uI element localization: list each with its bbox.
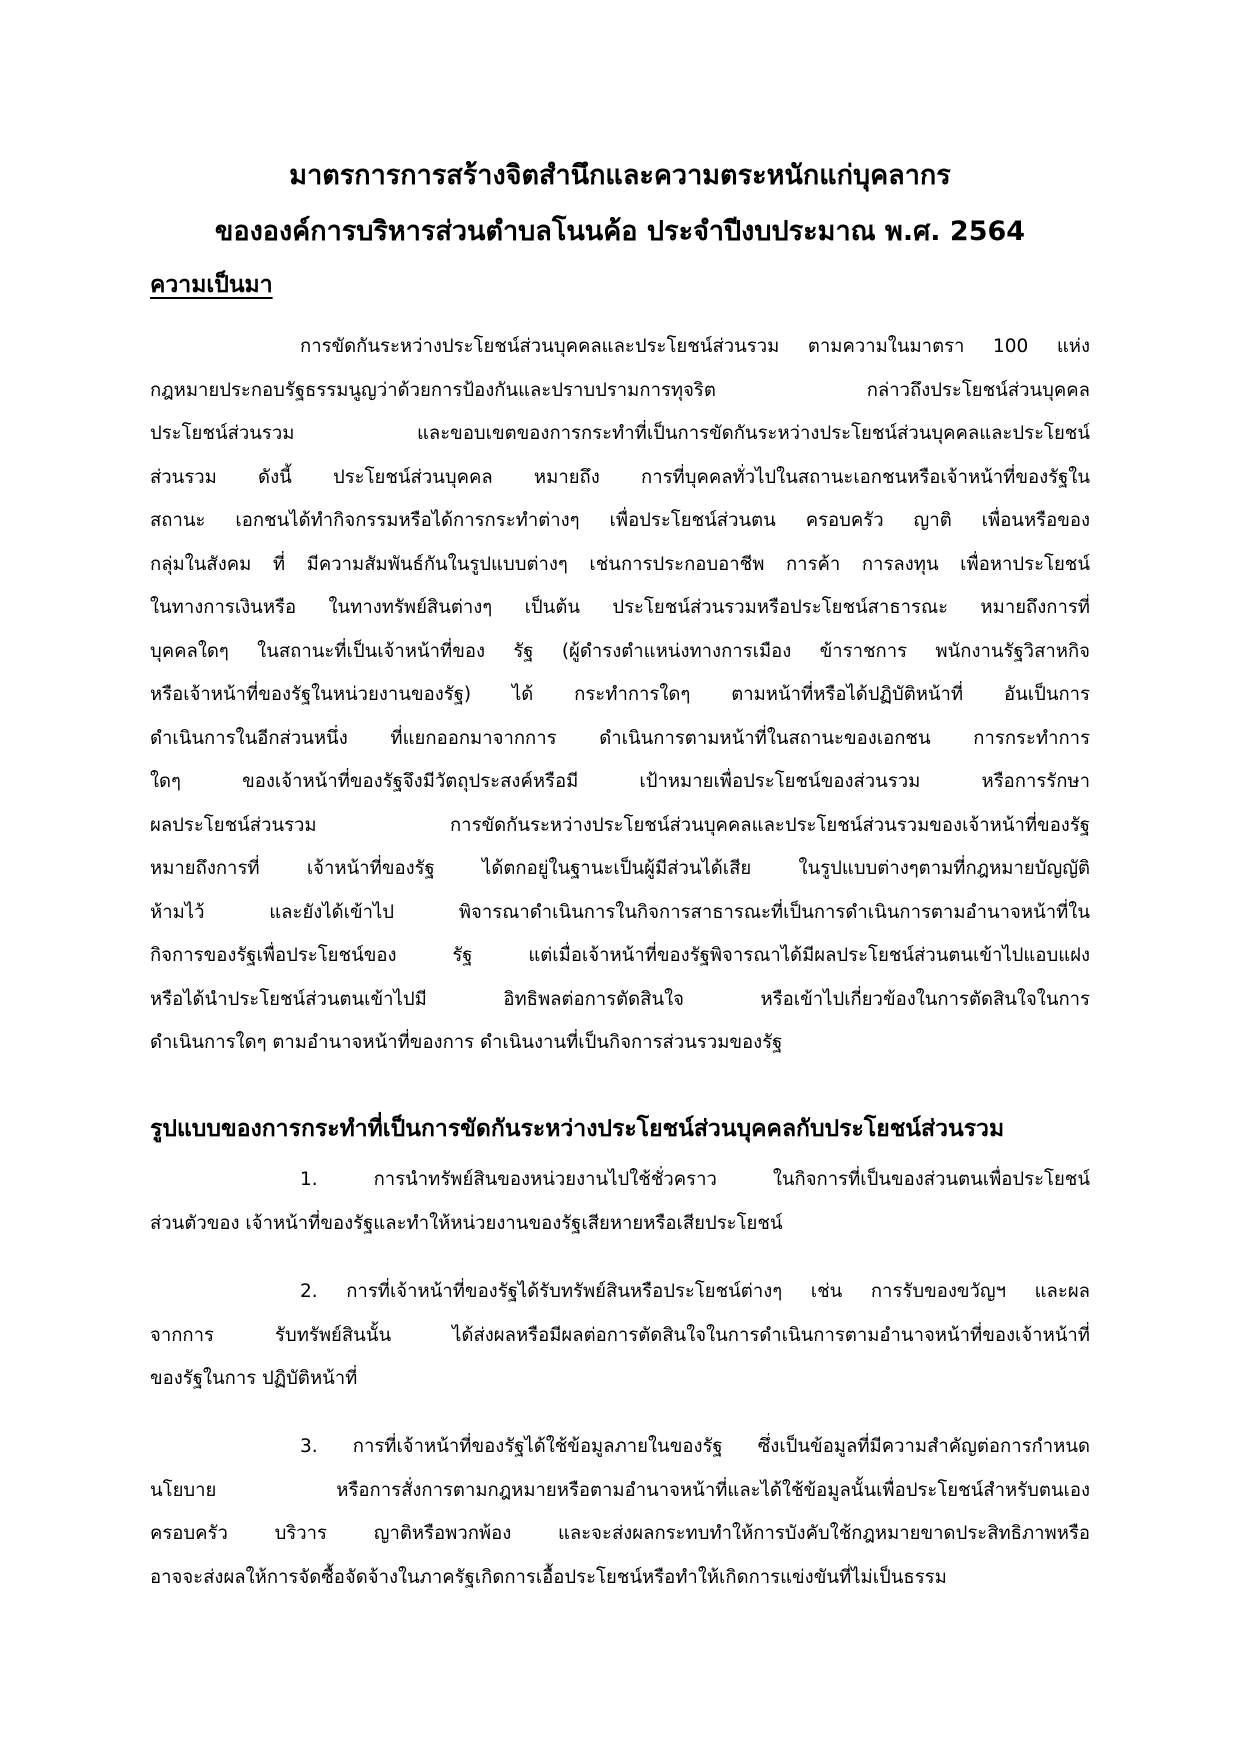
paragraph-line: หรือเจ้าหน้าที่ของรัฐในหน่วยงานของรัฐ) ได้ กระทำการใดๆ ตามหน้าที่หรือได้ปฏิบัติหน้าที่ อันเป็นการ [150, 684, 1090, 705]
paragraph-line: จากการ รับทรัพย์สินนั้น ได้ส่งผลหรือมีผลต่อการตัดสินใจในการดำเนินการตามอำนาจหน้าที่ของเจ้าหน้าที่ [150, 1324, 1090, 1346]
paragraph-line: กลุ่มในสังคม ที่ มีความสัมพันธ์กันในรูปแบบต่างๆ เช่นการประกอบอาชีพ การค้า การลงทุน เพื่อหาประโยชน์ [150, 553, 1090, 575]
paragraph-line: หมายถึงการที่ เจ้าหน้าที่ของรัฐ ได้ตกอยู่ในฐานะเป็นผู้มีส่วนได้เสีย ในรูปแบบต่างๆตามที่กฎหมายบัญญัติ [150, 858, 1090, 879]
paragraph-line: หรือได้นำประโยชน์ส่วนตนเข้าไปมี อิทธิพลต่อการตัดสินใจ หรือเข้าไปเกี่ยวข้องในการตัดสินใจในการ [150, 988, 1090, 1010]
paragraph-line: ครอบครัว บริวาร ญาติหรือพวกพ้อง และจะส่งผลกระทบทำให้การบังคับใช้กฎหมายขาดประสิทธิภาพหรือ [150, 1523, 1090, 1544]
list-item-2 [150, 1270, 1090, 1401]
paragraph-line: ของรัฐในการ ปฏิบัติหน้าที่ [150, 1368, 358, 1389]
paragraph-line: สถานะ เอกชนได้ทำกิจกรรมหรือได้การกระทำต่างๆ เพื่อประโยชน์ส่วนตน ครอบครัว ญาติ เพื่อนหรือของ [150, 510, 1090, 531]
paragraph-line: กิจการของรัฐเพื่อประโยชน์ของ รัฐ แต่เมื่อเจ้าหน้าที่ของรัฐพิจารณาได้มีผลประโยชน์ส่วนตนเข้าไปแอบแฝง [150, 945, 1090, 966]
paragraph-line: ในทางการเงินหรือ ในทางทรัพย์สินต่างๆ เป็นต้น ประโยชน์ส่วนรวมหรือประโยชน์สาธารณะ หมายถึงการที่ [150, 597, 1090, 618]
background-paragraph [150, 325, 1090, 1065]
paragraph-line: ดำเนินการในอีกส่วนหนึ่ง ที่แยกออกมาจากการ ดำเนินการตามหน้าที่ในสถานะของเอกชน การกระทำการ [150, 727, 1090, 749]
paragraph-line: 2. การที่เจ้าหน้าที่ของรัฐได้รับทรัพย์สินหรือประโยชน์ต่างๆ เช่น การรับของขวัญฯ และผล [300, 1281, 1090, 1302]
paragraph-line: การขัดกันระหว่างประโยชน์ส่วนบุคคลและประโยชน์ส่วนรวม ตามความในมาตรา 100 แห่ง [300, 336, 1090, 357]
paragraph-line: 3. การที่เจ้าหน้าที่ของรัฐได้ใช้ข้อมูลภายในของรัฐ ซึ่งเป็นข้อมูลที่มีความสำคัญต่อการกำหนด [300, 1436, 1090, 1457]
paragraph-line: ห้ามไว้ และยังได้เข้าไป พิจารณาดำเนินการในกิจการสาธารณะที่เป็นการดำเนินการตามอำนาจหน้าที่ใน [150, 901, 1090, 923]
paragraph-line: อาจจะส่งผลให้การจัดซื้อจัดจ้างในภาครัฐเกิดการเอื้อประโยชน์หรือทำให้เกิดการแข่งขันที่ไม่เป็นธรรม [150, 1566, 947, 1588]
section-heading-forms: รูปแบบของการกระทำที่เป็นการขัดกันระหว่างประโยชน์ส่วนบุคคลกับประโยชน์ส่วนรวม [150, 1116, 1005, 1142]
section-heading-background: ความเป็นมา [150, 272, 273, 298]
paragraph-line: ใดๆ ของเจ้าหน้าที่ของรัฐจึงมีวัตถุประสงค์หรือมี เป้าหมายเพื่อประโยชน์ของส่วนรวม หรือการรักษา [150, 771, 1090, 792]
list-item-1 [150, 1158, 1090, 1245]
document-title-line-2: ขององค์การบริหารส่วนตำบลโนนค้อ ประจำปีงบประมาณ พ.ศ. 2564 [214, 216, 1026, 247]
paragraph-line: ส่วนรวม ดังนี้ ประโยชน์ส่วนบุคคล หมายถึง การที่บุคคลทั่วไปในสถานะเอกชนหรือเจ้าหน้าที่ของรัฐใน [150, 466, 1090, 488]
paragraph-line: กฎหมายประกอบรัฐธรรมนูญว่าด้วยการป้องกันและปราบปรามการทุจริต กล่าวถึงประโยชน์ส่วนบุคคล [150, 379, 1090, 401]
paragraph-line: ประโยชน์ส่วนรวม และขอบเขตของการกระทำที่เป็นการขัดกันระหว่างประโยชน์ส่วนบุคคลและประโยชน์ [150, 423, 1090, 444]
paragraph-line: ผลประโยชน์ส่วนรวม การขัดกันระหว่างประโยชน์ส่วนบุคคลและประโยชน์ส่วนรวมของเจ้าหน้าที่ของรัฐ [150, 814, 1090, 836]
paragraph-line: นโยบาย หรือการสั่งการตามกฎหมายหรือตามอำนาจหน้าที่และได้ใช้ข้อมูลนั้นเพื่อประโยชน์สำหรับตนเอง [150, 1479, 1090, 1501]
paragraph-line: ดำเนินการใดๆ ตามอำนาจหน้าที่ของการ ดำเนินงานที่เป็นกิจการส่วนรวมของรัฐ [150, 1032, 783, 1053]
document-title-line-1: มาตรการการสร้างจิตสำนึกและความตระหนักแก่บุคลากร [289, 160, 951, 191]
list-item-3 [150, 1425, 1090, 1599]
paragraph-line: บุคคลใดๆ ในสถานะที่เป็นเจ้าหน้าที่ของ รัฐ (ผู้ดำรงตำแหน่งทางการเมือง ข้าราชการ พนักงานรัฐวิสาหกิจ [150, 640, 1090, 662]
paragraph-line: ส่วนตัวของ เจ้าหน้าที่ของรัฐและทำให้หน่วยงานของรัฐเสียหายหรือเสียประโยชน์ [150, 1212, 783, 1234]
paragraph-line: 1. การนำทรัพย์สินของหน่วยงานไปใช้ชั่วคราว ในกิจการที่เป็นของส่วนตนเพื่อประโยชน์ [300, 1169, 1090, 1190]
